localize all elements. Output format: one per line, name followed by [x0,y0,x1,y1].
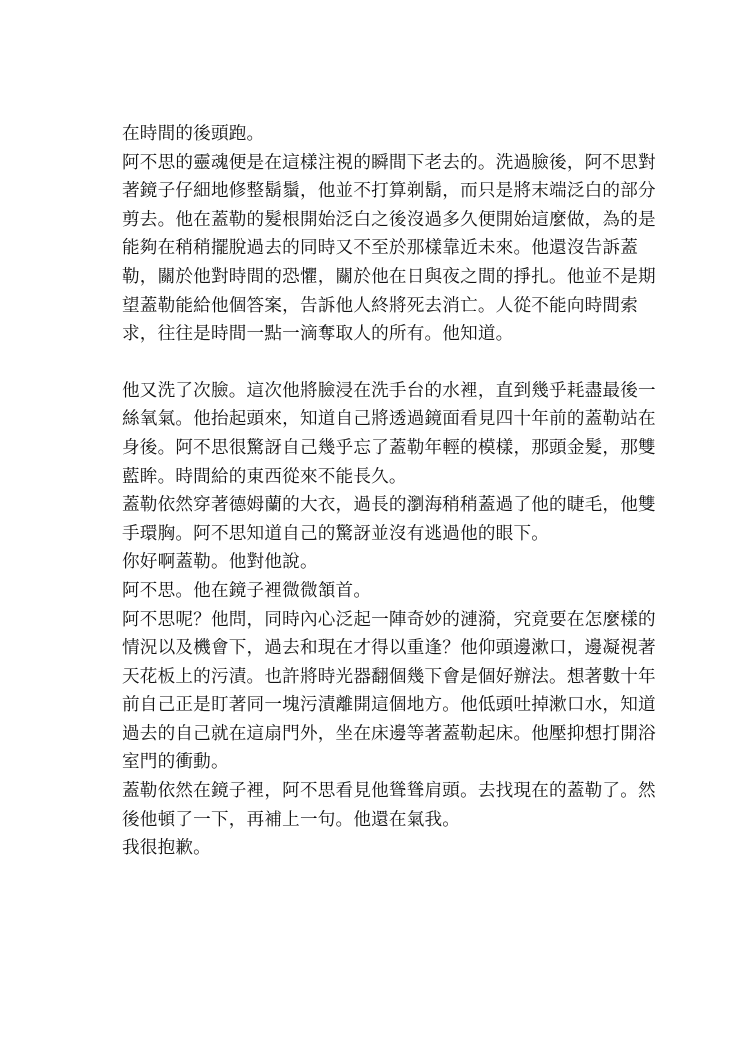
text-line: 藍眸。時間給的東西從來不能長久。 [122,466,407,487]
text-line: 蓋勒依然穿著德姆蘭的大衣，過長的瀏海稍稍蓋過了他的睫毛，他雙 [122,495,656,516]
text-line: 我很抱歉。 [122,838,211,859]
text-line: 手環胸。阿不思知道自己的驚訝並沒有逃過他的眼下。 [122,523,550,544]
text-line: 後他頓了一下，再補上一句。他還在氣我。 [122,809,461,830]
text-line: 前自己正是盯著同一塊污漬離開這個地方。他低頭吐掉漱口水，知道 [122,695,656,716]
paragraph-4 [122,491,656,548]
text-line: 在時間的後頭跑。 [122,124,265,144]
text-line: 剪去。他在蓋勒的髮根開始泛白之後沒過多久便開始這麼做，為的是 [122,209,656,230]
text-line: 能夠在稍稍擺脫過去的同時又不至於那樣靠近未來。他還沒告訴蓋 [122,238,639,259]
paragraph-7 [122,606,656,778]
paragraph-9 [122,834,642,863]
paragraph-2 [122,149,656,349]
text-line: 天花板上的污漬。也許將時光器翻個幾下會是個好辦法。想著數十年 [122,666,656,687]
text-line: 求，往往是時間一點一滴奪取人的所有。他知道。 [122,324,514,345]
paragraph-5 [122,548,642,577]
paragraph-1 [122,120,642,149]
document-page [122,120,656,863]
text-line: 室門的衝動。 [122,752,229,773]
text-line: 他又洗了次臉。這次他將臉浸在洗手台的水裡，直到幾乎耗盡最後一 [122,380,656,401]
text-line: 阿不思的靈魂便是在這樣注視的瞬間下老去的。洗過臉後，阿不思對 [122,152,656,173]
text-line: 絲氧氣。他抬起頭來，知道自己將透過鏡面看見四十年前的蓋勒站在 [122,409,656,430]
text-line: 情況以及機會下，過去和現在才得以重逢？他仰頭邊漱口，邊凝視著 [122,638,656,659]
text-line: 阿不思。他在鏡子裡微微頷首。 [122,580,372,601]
text-line: 蓋勒依然在鏡子裡，阿不思看見他聳聳肩頭。去找現在的蓋勒了。然 [122,781,656,802]
text-line: 勒，關於他對時間的恐懼，關於他在日與夜之間的掙扎。他並不是期 [122,266,656,287]
paragraph-6 [122,577,642,606]
paragraph-3 [122,377,656,491]
text-line: 著鏡子仔細地修整鬍鬚，他並不打算剃鬍，而只是將末端泛白的部分 [122,181,656,202]
text-line: 望蓋勒能給他個答案，告訴他人終將死去消亡。人從不能向時間索 [122,295,639,316]
text-line: 過去的自己就在這扇門外，坐在床邊等著蓋勒起床。他壓抑想打開浴 [122,723,656,744]
text-line: 阿不思呢？他問，同時內心泛起一陣奇妙的漣漪，究竟要在怎麼樣的 [122,609,656,630]
text-line: 你好啊蓋勒。他對他說。 [122,552,318,573]
text-line: 身後。阿不思很驚訝自己幾乎忘了蓋勒年輕的模樣，那頭金髮，那雙 [122,437,656,458]
paragraph-8 [122,777,656,834]
paragraph-gap [122,349,642,377]
